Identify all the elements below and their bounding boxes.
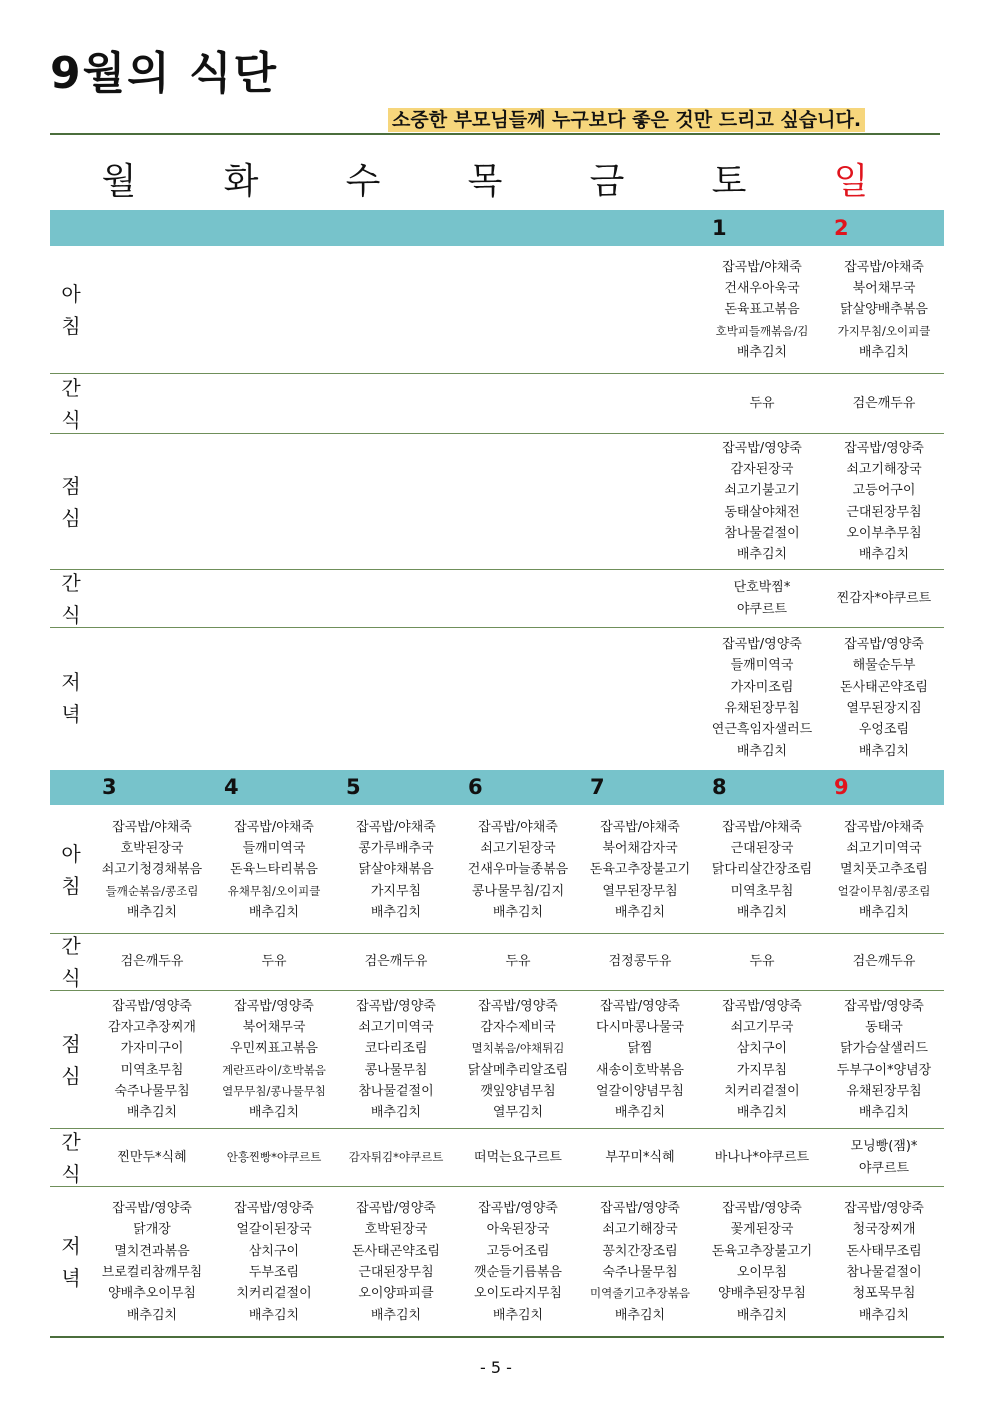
menu-item: 잡곡밥/영양죽 <box>600 1201 680 1217</box>
menu-item: 잡곡밥/야채죽 <box>722 819 802 835</box>
menu-item: 참나물겉절이 <box>724 525 800 541</box>
menu-item: 북어채감자국 <box>602 841 678 857</box>
day-sat: 토 <box>711 161 747 202</box>
menu-cell <box>823 628 945 768</box>
menu-item: 잡곡밥/영양죽 <box>356 998 436 1014</box>
menu-item: 잡곡밥/야채죽 <box>600 819 680 835</box>
menu-item: 잡곡밥/영양죽 <box>234 1201 314 1217</box>
menu-item: 잡곡밥/야채죽 <box>112 819 192 835</box>
menu-cell <box>579 374 701 433</box>
meal-label-char: 식 <box>61 602 81 627</box>
menu-cell <box>335 991 457 1128</box>
menu-item: 두유 <box>261 954 287 970</box>
menu-item: 쇠고기미역국 <box>358 1019 434 1035</box>
menu-item: 가지무침/오이피클 <box>837 323 931 338</box>
menu-item: 꽁치간장조림 <box>602 1243 678 1259</box>
menu-cell <box>457 628 579 768</box>
menu-item: 배추김치 <box>736 547 788 563</box>
menu-item: 배추김치 <box>614 904 666 920</box>
menu-item: 배추김치 <box>370 904 422 920</box>
menu-item: 멸치견과볶음 <box>114 1243 190 1259</box>
menu-cell <box>91 806 213 934</box>
menu-cell <box>579 628 701 768</box>
menu-item: 깻잎양념무침 <box>480 1083 556 1099</box>
menu-cell <box>579 570 701 627</box>
menu-cell <box>457 570 579 627</box>
menu-item: 치커리겉절이 <box>724 1083 800 1099</box>
menu-item: 두유 <box>505 954 531 970</box>
menu-item: 쇠고기청경채볶음 <box>101 862 203 878</box>
menu-item: 근대된장무침 <box>846 504 922 520</box>
menu-item: 깻순들기름볶음 <box>474 1265 562 1280</box>
menu-item: 가지무침 <box>370 883 422 899</box>
menu-cell <box>457 806 579 934</box>
menu-item: 배추김치 <box>248 904 300 920</box>
meal-label-char: 심 <box>61 1063 81 1088</box>
menu-item: 근대된장무침 <box>358 1265 434 1280</box>
day-mon: 월 <box>101 161 137 202</box>
menu-item: 가자미조림 <box>730 679 794 695</box>
menu-item: 미역초무침 <box>120 1062 184 1078</box>
meal-label-char: 저 <box>61 1234 81 1258</box>
menu-cell <box>823 570 945 627</box>
menu-cell <box>457 1187 579 1337</box>
menu-item: 양배추오이무침 <box>108 1286 196 1302</box>
menu-item: 배추김치 <box>126 904 178 920</box>
menu-item: 열무김치 <box>492 1105 544 1121</box>
menu-item: 검정콩두유 <box>608 954 672 970</box>
day-fri: 금 <box>589 161 625 202</box>
meal-label-char: 식 <box>61 966 81 990</box>
menu-item: 잡곡밥/영양죽 <box>844 637 924 653</box>
menu-cell <box>823 434 945 569</box>
menu-item: 호박된장국 <box>120 841 184 857</box>
menu-item: 배추김치 <box>126 1105 178 1121</box>
menu-cell <box>457 434 579 569</box>
meal-label <box>50 806 92 934</box>
menu-item: 얼갈이된장국 <box>236 1222 312 1238</box>
menu-item: 가지무침 <box>736 1062 788 1078</box>
meal-label <box>50 1129 92 1186</box>
menu-item: 건새우아욱국 <box>724 281 800 297</box>
menu-item: 잡곡밥/야채죽 <box>844 259 924 275</box>
menu-cell <box>457 934 579 990</box>
menu-cell <box>213 934 335 990</box>
menu-item: 잡곡밥/영양죽 <box>478 1201 558 1217</box>
menu-cell <box>579 991 701 1128</box>
menu-item: 두유 <box>749 954 775 970</box>
menu-item: 검은깨두유 <box>852 954 916 970</box>
menu-cell <box>823 991 945 1128</box>
menu-item: 닭다리살간장조림 <box>711 862 813 878</box>
subtitle-highlight: 소중한 부모님들께 누구보다 좋은 것만 드리고 싶습니다. <box>388 108 865 132</box>
menu-item: 잡곡밥/영양죽 <box>112 998 192 1014</box>
menu-item: 치커리겉절이 <box>236 1286 312 1302</box>
meal-label <box>50 934 92 990</box>
menu-cell <box>701 246 823 374</box>
menu-cell <box>213 1129 335 1186</box>
menu-item: 호박된장국 <box>364 1222 428 1238</box>
menu-item: 잡곡밥/영양죽 <box>722 637 802 653</box>
meal-label-char: 점 <box>61 1031 81 1056</box>
menu-item: 검은깨두유 <box>120 954 184 970</box>
menu-item: 배추김치 <box>858 344 910 360</box>
meal-label-char: 식 <box>61 1161 81 1186</box>
menu-cell <box>335 374 457 433</box>
menu-cell <box>701 570 823 627</box>
menu-item: 돈사태무조림 <box>846 1243 922 1259</box>
meal-label-char: 간 <box>61 570 81 595</box>
menu-item: 야쿠르트 <box>736 601 788 617</box>
menu-item: 배추김치 <box>370 1105 422 1121</box>
menu-item: 쇠고기해장국 <box>846 461 922 477</box>
menu-item: 잡곡밥/영양죽 <box>722 998 802 1014</box>
menu-item: 잡곡밥/영양죽 <box>844 998 924 1014</box>
menu-cell <box>823 374 945 433</box>
menu-item: 돈육표고볶음 <box>724 302 800 318</box>
menu-item: 야쿠르트 <box>858 1160 910 1176</box>
menu-item: 얼갈이무침/콩조림 <box>837 883 931 898</box>
menu-item: 검은깨두유 <box>364 954 428 970</box>
menu-item: 미역줄기고추장볶음 <box>590 1286 690 1301</box>
menu-item: 우민찌표고볶음 <box>230 1041 318 1057</box>
menu-item: 잡곡밥/야채죽 <box>844 819 924 835</box>
menu-item: 닭살야채볶음 <box>358 862 434 878</box>
menu-item: 청포묵무침 <box>852 1286 916 1302</box>
menu-item: 양배추된장무침 <box>718 1286 806 1302</box>
menu-cell <box>213 806 335 934</box>
menu-item: 잡곡밥/야채죽 <box>356 819 436 835</box>
menu-item: 잡곡밥/영양죽 <box>112 1201 192 1217</box>
menu-item: 근대된장국 <box>730 841 794 857</box>
page-number: - 5 - <box>480 1358 512 1377</box>
menu-item: 브로컬리참깨무침 <box>101 1265 203 1280</box>
menu-item: 오이도라지무침 <box>474 1286 562 1302</box>
date-number: 3 <box>102 775 117 799</box>
menu-item: 배추김치 <box>736 344 788 360</box>
menu-cell <box>823 806 945 934</box>
menu-item: 부꾸미*식혜 <box>605 1149 675 1165</box>
menu-item: 아욱된장국 <box>486 1222 550 1238</box>
menu-cell <box>457 1129 579 1186</box>
menu-cell <box>457 991 579 1128</box>
meal-label-char: 아 <box>61 842 81 866</box>
menu-item: 새송이호박볶음 <box>596 1062 684 1078</box>
menu-cell <box>823 1129 945 1186</box>
menu-item: 배추김치 <box>492 1307 544 1323</box>
menu-item: 쇠고기무국 <box>730 1019 794 1035</box>
meal-label <box>50 570 92 627</box>
menu-item: 동태국 <box>865 1019 903 1035</box>
menu-item: 유채된장무침 <box>846 1083 922 1099</box>
menu-item: 배추김치 <box>858 1307 910 1323</box>
menu-item: 닭가슴살샐러드 <box>840 1041 928 1057</box>
menu-item: 닭찜 <box>627 1041 653 1057</box>
menu-cell <box>213 434 335 569</box>
menu-cell <box>91 934 213 990</box>
date-number: 5 <box>346 775 361 799</box>
meal-label <box>50 628 92 768</box>
meal-label-char: 녁 <box>61 702 81 726</box>
menu-item: 열무무침/콩나물무침 <box>222 1083 326 1098</box>
menu-cell <box>213 1187 335 1337</box>
meal-label <box>50 246 92 374</box>
menu-item: 떠먹는요구르트 <box>474 1149 562 1165</box>
date-number: 1 <box>712 216 727 240</box>
menu-item: 콩나물무침 <box>364 1062 428 1078</box>
menu-item: 코다리조림 <box>364 1041 428 1057</box>
menu-item: 가자미구이 <box>120 1041 184 1057</box>
menu-item: 두부조림 <box>248 1265 300 1280</box>
menu-item: 쇠고기해장국 <box>602 1222 678 1238</box>
menu-cell <box>213 991 335 1128</box>
date-number: 6 <box>468 775 483 799</box>
menu-cell <box>335 570 457 627</box>
menu-item: 배추김치 <box>126 1307 178 1323</box>
menu-item: 안흥찐빵*야쿠르트 <box>226 1149 322 1164</box>
menu-cell <box>335 434 457 569</box>
day-sun: 일 <box>833 161 869 202</box>
menu-item: 북어채무국 <box>242 1019 306 1035</box>
week-date-band <box>50 770 944 805</box>
menu-item: 배추김치 <box>370 1307 422 1323</box>
menu-item: 잡곡밥/야채죽 <box>478 819 558 835</box>
menu-item: 모닝빵(잼)* <box>850 1139 918 1155</box>
menu-item: 우엉조림 <box>858 722 910 738</box>
day-thu: 목 <box>467 161 503 202</box>
menu-item: 감자수제비국 <box>480 1019 556 1035</box>
menu-item: 잡곡밥/영양죽 <box>722 1201 802 1217</box>
menu-cell <box>91 1187 213 1337</box>
menu-item: 단호박찜* <box>733 580 791 596</box>
menu-item: 고등어구이 <box>852 483 916 499</box>
menu-cell <box>213 570 335 627</box>
meal-label-char: 저 <box>61 670 81 694</box>
menu-item: 해물순두부 <box>852 658 916 674</box>
menu-item: 열무된장무침 <box>602 883 678 899</box>
meal-label-char: 간 <box>61 1129 81 1154</box>
menu-cell <box>91 1129 213 1186</box>
meal-label <box>50 434 92 569</box>
menu-item: 배추김치 <box>614 1105 666 1121</box>
menu-cell <box>701 991 823 1128</box>
menu-item: 배추김치 <box>492 904 544 920</box>
bottom-rule <box>50 1336 944 1338</box>
menu-cell <box>335 1129 457 1186</box>
menu-cell <box>823 934 945 990</box>
menu-item: 배추김치 <box>736 904 788 920</box>
menu-cell <box>823 246 945 374</box>
menu-item: 찐만두*식혜 <box>117 1149 187 1165</box>
menu-item: 잡곡밥/영양죽 <box>356 1201 436 1217</box>
menu-item: 오이양파피클 <box>358 1286 434 1302</box>
menu-cell <box>91 570 213 627</box>
menu-item: 동태살야채전 <box>724 504 800 520</box>
menu-item: 오이무침 <box>736 1265 788 1280</box>
date-number: 9 <box>834 775 849 799</box>
menu-cell <box>701 1129 823 1186</box>
menu-item: 숙주나물무침 <box>602 1265 678 1280</box>
menu-item: 숙주나물무침 <box>114 1083 190 1099</box>
menu-item: 배추김치 <box>248 1307 300 1323</box>
menu-item: 배추김치 <box>858 547 910 563</box>
menu-item: 잡곡밥/영양죽 <box>844 440 924 456</box>
menu-item: 감자고추장찌개 <box>108 1019 196 1035</box>
page-title: 9월의 식단 <box>50 48 278 99</box>
meal-label <box>50 1187 92 1337</box>
menu-item: 쇠고기미역국 <box>846 841 922 857</box>
menu-item: 두유 <box>749 395 775 411</box>
menu-item: 고등어조림 <box>486 1243 550 1259</box>
menu-item: 잡곡밥/영양죽 <box>844 1201 924 1217</box>
menu-cell <box>91 628 213 768</box>
menu-item: 찐감자*야쿠르트 <box>836 590 932 606</box>
menu-item: 들깨미역국 <box>242 841 306 857</box>
menu-item: 삼치구이 <box>736 1041 788 1057</box>
meal-label-char: 간 <box>61 375 81 400</box>
menu-cell <box>335 806 457 934</box>
menu-item: 배추김치 <box>736 1307 788 1323</box>
menu-cell <box>579 246 701 374</box>
menu-cell <box>335 934 457 990</box>
menu-cell <box>579 934 701 990</box>
menu-item: 연근흑임자샐러드 <box>711 722 813 738</box>
menu-item: 잡곡밥/영양죽 <box>234 998 314 1014</box>
menu-item: 닭살메추리알조림 <box>467 1062 569 1078</box>
menu-item: 콩나물무침/김지 <box>471 883 565 899</box>
menu-item: 삼치구이 <box>248 1243 300 1259</box>
menu-item: 배추김치 <box>736 1105 788 1121</box>
menu-item: 배추김치 <box>614 1307 666 1323</box>
menu-item: 돈사태곤약조림 <box>352 1243 440 1259</box>
menu-cell <box>213 628 335 768</box>
menu-cell <box>701 934 823 990</box>
menu-cell <box>823 1187 945 1337</box>
menu-item: 바나나*야쿠르트 <box>714 1149 810 1165</box>
menu-item: 잡곡밥/야채죽 <box>722 259 802 275</box>
meal-label-char: 침 <box>61 874 81 898</box>
menu-item: 다시마콩나물국 <box>596 1019 684 1035</box>
menu-item: 꽃게된장국 <box>730 1222 794 1238</box>
meal-label-char: 점 <box>61 473 81 498</box>
menu-item: 배추김치 <box>248 1105 300 1121</box>
weekday-header <box>50 160 944 204</box>
meal-label-char: 녁 <box>61 1266 81 1290</box>
menu-cell <box>579 806 701 934</box>
menu-cell <box>701 628 823 768</box>
menu-item: 멸치풋고추조림 <box>840 862 928 878</box>
menu-cell <box>701 1187 823 1337</box>
menu-item: 검은깨두유 <box>852 395 916 411</box>
menu-cell <box>91 374 213 433</box>
menu-item: 배추김치 <box>736 743 788 759</box>
menu-item: 쇠고기된장국 <box>480 841 556 857</box>
menu-item: 멸치볶음/야채튀김 <box>471 1041 565 1056</box>
meal-label-char: 아 <box>61 282 81 306</box>
menu-item: 두부구이*양념장 <box>836 1062 932 1078</box>
menu-item: 호박피들깨볶음/김 <box>715 323 809 338</box>
menu-item: 참나물겉절이 <box>846 1265 922 1280</box>
menu-item: 콩가루배추국 <box>358 841 434 857</box>
menu-item: 오이부추무침 <box>846 525 922 541</box>
menu-cell <box>457 246 579 374</box>
menu-cell <box>701 806 823 934</box>
menu-item: 북어채무국 <box>852 281 916 297</box>
menu-item: 돈육고추장불고기 <box>711 1243 813 1259</box>
menu-cell <box>335 1187 457 1337</box>
menu-cell <box>579 1187 701 1337</box>
menu-item: 돈육느타리볶음 <box>230 862 318 878</box>
menu-cell <box>213 374 335 433</box>
menu-item: 배추김치 <box>858 743 910 759</box>
menu-item: 돈육고추장불고기 <box>589 862 691 878</box>
menu-item: 유채무침/오이피클 <box>227 883 321 898</box>
meal-label <box>50 991 92 1128</box>
meal-label-char: 식 <box>61 407 81 432</box>
menu-item: 닭개장 <box>133 1222 171 1238</box>
menu-item: 들깨순볶음/콩조림 <box>105 883 199 898</box>
date-number: 2 <box>834 216 849 240</box>
menu-cell <box>335 246 457 374</box>
menu-item: 잡곡밥/영양죽 <box>600 998 680 1014</box>
menu-item: 닭살양배추볶음 <box>840 302 928 318</box>
menu-cell <box>91 246 213 374</box>
meal-label-char: 심 <box>61 505 81 530</box>
meal-label-char: 침 <box>61 314 81 338</box>
menu-item: 쇠고기불고기 <box>724 483 800 499</box>
menu-item: 유채된장무침 <box>724 701 800 716</box>
menu-item: 배추김치 <box>858 1105 910 1121</box>
menu-item: 배추김치 <box>858 904 910 920</box>
meal-label-char: 간 <box>61 934 81 958</box>
menu-cell <box>701 374 823 433</box>
menu-cell <box>91 991 213 1128</box>
menu-item: 참나물겉절이 <box>358 1083 434 1099</box>
menu-cell <box>579 1129 701 1186</box>
menu-item: 미역초무침 <box>730 883 794 899</box>
menu-item: 감자된장국 <box>730 461 794 477</box>
day-wed: 수 <box>345 161 381 202</box>
menu-cell <box>701 434 823 569</box>
date-number: 7 <box>590 775 605 799</box>
menu-item: 잡곡밥/영양죽 <box>478 998 558 1014</box>
menu-cell <box>457 374 579 433</box>
menu-cell <box>91 434 213 569</box>
date-number: 8 <box>712 775 727 799</box>
menu-item: 들깨미역국 <box>730 658 794 674</box>
date-number: 4 <box>224 775 239 799</box>
menu-cell <box>335 628 457 768</box>
menu-item: 얼갈이양념무침 <box>596 1083 684 1099</box>
menu-item: 감자튀김*야쿠르트 <box>348 1149 444 1164</box>
menu-item: 청국장찌개 <box>852 1222 916 1238</box>
menu-item: 계란프라이/호박볶음 <box>222 1062 326 1077</box>
menu-cell <box>213 246 335 374</box>
menu-item: 잡곡밥/야채죽 <box>234 819 314 835</box>
menu-cell <box>579 434 701 569</box>
top-rule <box>50 133 940 135</box>
menu-item: 잡곡밥/영양죽 <box>722 440 802 456</box>
week-date-band <box>50 210 944 246</box>
menu-item: 열무된장지짐 <box>846 701 922 716</box>
menu-item: 돈사태곤약조림 <box>840 679 928 695</box>
day-tue: 화 <box>223 161 259 202</box>
meal-label <box>50 374 92 433</box>
menu-item: 건새우마늘종볶음 <box>467 862 569 878</box>
